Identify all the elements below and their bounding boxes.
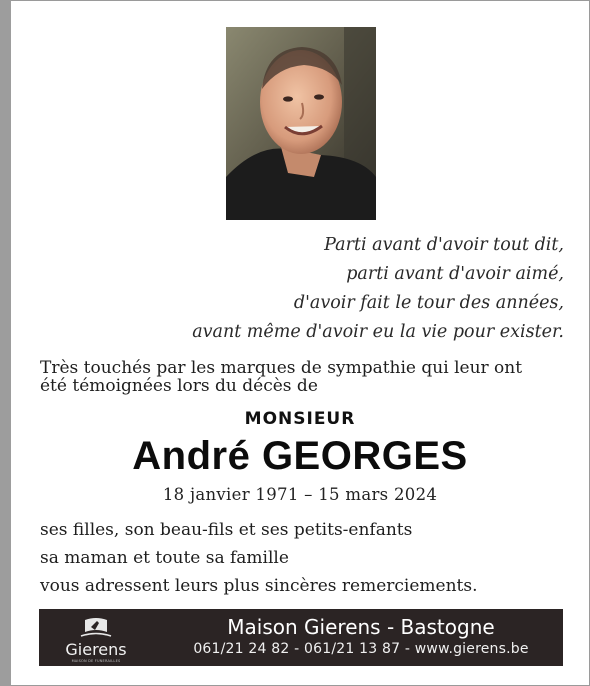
portrait-image bbox=[226, 27, 376, 220]
intro-text bbox=[40, 359, 560, 395]
deceased-name: André GEORGES bbox=[132, 434, 468, 478]
intro-line: été témoignées lors du décès de bbox=[40, 376, 318, 396]
logo-wordmark: Gierens bbox=[65, 640, 127, 659]
funeral-home-contact: 061/21 24 82 - 061/21 13 87 - www.gierens.be bbox=[193, 641, 529, 657]
logo-emblem-icon bbox=[51, 614, 141, 642]
poem bbox=[144, 231, 564, 347]
poem-line: d'avoir fait le tour des années, bbox=[293, 293, 564, 313]
logo-tagline: MAISON DE FUNERAILLES bbox=[71, 659, 121, 663]
poem-line: Parti avant d'avoir tout dit, bbox=[324, 235, 564, 255]
left-side-bar bbox=[0, 0, 11, 686]
family-line: vous adressent leurs plus sincères remerciements. bbox=[40, 576, 478, 596]
funeral-home-logo bbox=[51, 614, 141, 664]
poem-line: avant même d'avoir eu la vie pour exister. bbox=[192, 322, 564, 342]
family-line: sa maman et toute sa famille bbox=[40, 548, 289, 568]
intro-line: Très touchés par les marques de sympathie qui leur ont bbox=[40, 358, 523, 378]
portrait-photo bbox=[226, 27, 376, 220]
family-text bbox=[40, 516, 560, 600]
poem-line: parti avant d'avoir aimé, bbox=[346, 264, 564, 284]
funeral-home-banner bbox=[39, 609, 563, 666]
family-line: ses filles, son beau-fils et ses petits-enfants bbox=[40, 520, 413, 540]
honorific: MONSIEUR bbox=[244, 409, 356, 429]
life-dates: 18 janvier 1971 – 15 mars 2024 bbox=[162, 485, 438, 504]
funeral-home-name: Maison Gierens - Bastogne bbox=[227, 615, 495, 639]
